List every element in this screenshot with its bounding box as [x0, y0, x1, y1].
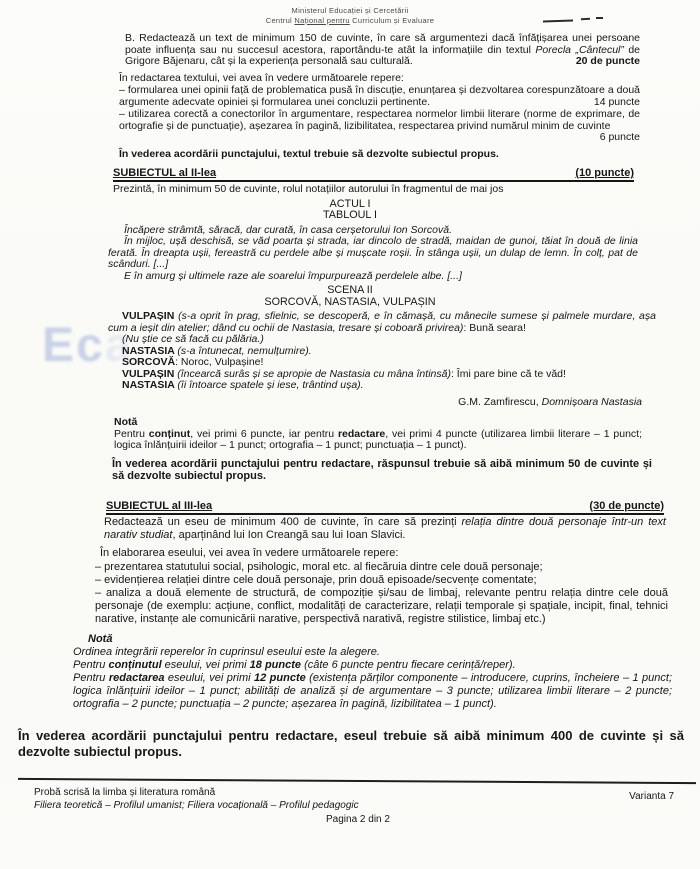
- scan-artifact-dash: [596, 17, 603, 19]
- essay-guidelines-intro: În elaborarea eseului, vei avea în vedere următoarele repere:: [100, 546, 399, 559]
- note3-line-2: Pentru conținutul eseului, vei primi 18 puncte (câte 6 puncte pentru fiecare cerință/reper).: [73, 658, 516, 671]
- dialogue-block: [108, 311, 656, 392]
- stage-direction: (Nu știe ce să facă cu pălăria.): [122, 333, 264, 345]
- subject3-title: SUBIECTUL al III-lea: [106, 499, 213, 512]
- characters-line: SORCOVĂ, NASTASIA, VULPAȘIN: [264, 295, 436, 308]
- stage-direction-3: E în amurg și ultimele raze ale soarelui împurpurează perdelele albe. [...]: [124, 269, 462, 282]
- note-text-3: [73, 646, 672, 711]
- dialogue-line: VULPAȘIN (încearcă surâs și se apropie de Nastasia cu mâna întinsă): Îmi pare bine că te văd!: [122, 367, 566, 380]
- subject2-task: Prezintă, în minimum 50 de cuvinte, rolul notațiilor autorului în fragmentul de mai jos: [113, 183, 504, 195]
- redaction-requirement-2: În vederea acordării punctajului pentru redactare, răspunsul trebuie să aibă minimum 50 de cuvinte și să dezvolte subiectul propus.: [112, 457, 652, 482]
- subject3-task: Redactează un eseu de minimum 400 de cuvinte, în care să prezinți relația dintre două personaje într-un text narativ studiat, aparținând lui Ion Creangă sau lui Ioan Slavici.: [104, 515, 666, 541]
- ministry-line-1: Ministerul Educației și Cercetării: [291, 6, 409, 15]
- note-label-2: Notă: [114, 416, 138, 428]
- work-title: Domnișoara Nastasia: [541, 395, 642, 408]
- stage-direction-1: Încăpere strâmtă, săracă, dar curată, în casa cerșetorului Ion Sorcovă.: [124, 223, 452, 236]
- note-text-2: Pentru conținut, vei primi 6 puncte, iar pentru redactare, vei primi 4 puncte (utilizarea limbii literare – 1 punct; logica înlănțuirii ideilor – 1 punct; ortografia – 1 punct; punctuația – 1 punct).: [114, 427, 643, 451]
- character-name: SORCOVĂ: [122, 356, 176, 368]
- stage-direction: (s-a întunecat, nemulțumire).: [177, 344, 312, 357]
- character-name: VULPAȘIN: [122, 310, 179, 322]
- stage-direction-2: În mijloc, ușă deschisă, se văd poarta și strada, iar dincolo de stradă, maidan de gunoi, tăiat în două de linia ferată. În dreapta ușii, fereastră cu perdele albe și mușcate roșii. În stânga ușii, un dulap de lemn. În colț, pat de scânduri. [...]: [108, 235, 638, 270]
- essay-topic: relația dintre două personaje într-un text narativ studiat: [104, 515, 666, 541]
- character-name: VULPAȘIN: [122, 367, 178, 380]
- stage-direction: (îi întoarce spatele și iese, trântind ușa).: [177, 379, 364, 391]
- essay-reper-1: – prezentarea statutului social, psihologic, moral etc. al fiecăruia dintre cele două personaje;: [95, 560, 543, 573]
- subject3-points: (30 de puncte): [589, 499, 664, 512]
- stage-direction: (încearcă surâs și se apropie de Nastasia cu mâna întinsă): [177, 367, 451, 380]
- guideline-item-1: – formularea unei opinii față de problematica pusă în discuție, enunțarea și dezvoltarea corespunzătoare a două argumente adecvate opiniei și formularea unei concluzii pertinente. 14 puncte: [119, 84, 640, 108]
- source-text-title: Porecla „Cântecul”: [535, 43, 624, 56]
- subject3-heading: [106, 500, 664, 515]
- scene-heading: SCENA II: [327, 284, 373, 296]
- essay-guidelines: [95, 561, 668, 626]
- guidelines-intro: În redactarea textului, vei avea în vedere următoarele repere:: [119, 71, 404, 84]
- footer: [34, 786, 682, 826]
- points-badge-20: 20 de puncte: [575, 55, 640, 67]
- essay-reper-3: – analiza a două elemente de structură, de compoziție și/sau de limbaj, relevante pentru relația dintre cele două personaje (de exemplu: acțiune, conflict, modalități de caracterizare, relații temporale și spațiale, incipit, final, tehnici narative, instanțe ale comunicării narative, perspectivă narativă, registre stilistice, limbaj etc.): [95, 586, 668, 625]
- author-attribution: G.M. Zamfirescu, Domnișoara Nastasia: [458, 395, 642, 408]
- footer-track-info: Filiera teoretică – Profilul umanist; Filiera vocațională – Profilul pedagogic: [34, 799, 359, 811]
- character-name: NASTASIA: [122, 379, 178, 391]
- dialogue-line: SORCOVĂ: Noroc, Vulpașine!: [122, 356, 264, 368]
- guideline-item-2: – utilizarea corectă a conectorilor în argumentare, respectarea normelor limbii literare (norme de exprimare, de ortografie și de punctuație), așezarea în pagină, lizibilitatea, respectarea privind numărul minim de cuvinte: [119, 108, 640, 132]
- writing-guidelines: [119, 73, 640, 144]
- ministry-line-2: Centrul Național pentru Curriculum și Evaluare: [265, 16, 435, 25]
- footer-exam-name: Probă scrisă la limba și literatura română: [34, 786, 216, 798]
- ministry-header: [0, 0, 700, 26]
- part-b-paragraph: B. Redactează un text de minimum 150 de cuvinte, în care să argumentezi dacă înfățișarea unei persoane poate influența sau nu succesul acestora, raportându-te atât la informațiile din textul Porecla „Cântecul” de Grigore Băjenaru, cât și la experiența personală sau culturală. 20 de puncte: [125, 32, 641, 67]
- footer-rule: [18, 777, 696, 783]
- dialogue-line: [108, 380, 656, 392]
- stage-direction: (s-a oprit în prag, sfielnic, se descoperă, e în cămașă, cu mânecile sumese și palmele murdare, așa cum a ieșit din atelier; dând cu ochii de Nastasia, tresare și coboară privirea): [108, 310, 656, 334]
- subject2-heading: [113, 167, 634, 182]
- footer-page-number: Pagina 2 din 2: [326, 813, 390, 825]
- dialogue-line: VULPAȘIN (s-a oprit în prag, sfielnic, se descoperă, e în cămașă, cu mânecile sumese și palmele murdare, așa cum a ieșit din atelier; dând cu ochii de Nastasia, tresare și coboară privirea): Bună seara!: [108, 310, 656, 334]
- scoring-note-b: În vederea acordării punctajului, textul trebuie să dezvolte subiectul propus.: [119, 147, 499, 160]
- subject2-title: SUBIECTUL al II-lea: [113, 167, 217, 179]
- character-name: NASTASIA: [122, 344, 178, 357]
- points-badge-14: 14 puncte: [593, 95, 640, 108]
- part-b-text: B. Redactează un text de minimum 150 de cuvinte, în care să argumentezi dacă înfățișarea unei persoane poate influența sau nu succesul acestora, raportându-te atât la informațiile din textul: [125, 32, 640, 56]
- subject2-points: (10 puncte): [575, 167, 634, 179]
- redaction-requirement-3: În vederea acordării punctajului pentru redactare, eseul trebuie să aibă minimum 400 de cuvinte și să dezvolte subiectul propus.: [18, 727, 684, 759]
- note3-line-3: Pentru redactarea eseului, vei primi 12 puncte (existența părților componente – introducere, cuprins, încheiere – 1 punct; logica înlănțuirii ideilor – 1 punct; abilități de analiză și de argumentare – 3 puncte; utilizarea limbii literare – 2 puncte; ortografia – 2 puncte; punctuația – 2 puncte; așezarea în pagină, lizibilitatea – 1 punct).: [73, 671, 672, 710]
- watermark: Eca: [42, 319, 134, 372]
- stage-directions: [108, 225, 638, 283]
- essay-reper-2: – evidențierea relației dintre cele două personaje, prin două episoade/secvențe comentate;: [95, 573, 537, 586]
- footer-variant: Varianta 7: [629, 790, 674, 802]
- tableau-heading: TABLOUL I: [323, 209, 377, 221]
- points-badge-6: 6 puncte: [599, 131, 640, 143]
- act-heading: ACTUL I: [329, 197, 371, 210]
- note-label-3: Notă: [88, 632, 113, 645]
- note3-line-1: Ordinea integrării reperelor în cuprinsul eseului este la alegere.: [73, 645, 380, 658]
